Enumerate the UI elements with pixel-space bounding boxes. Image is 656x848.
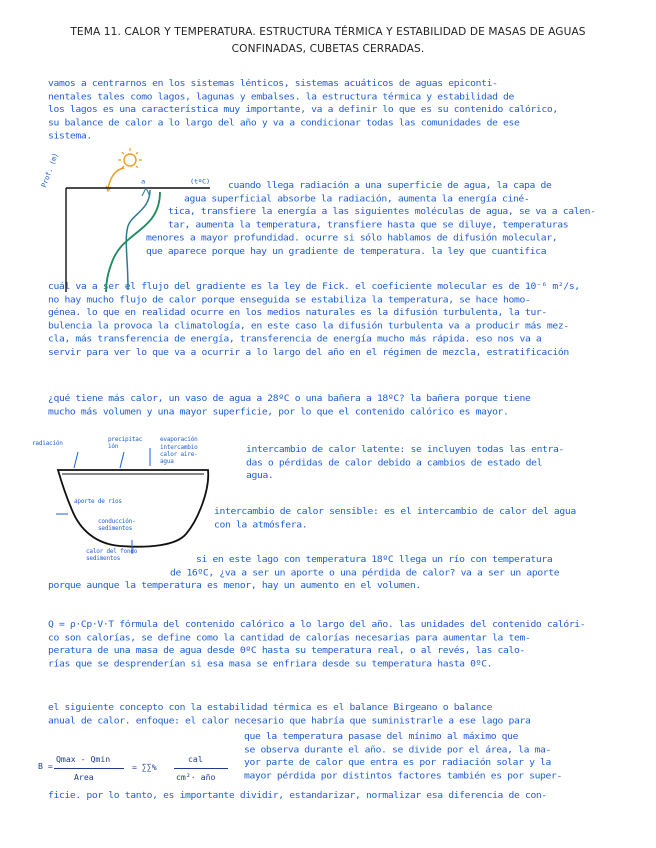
profile-marker-label: a — [141, 178, 146, 186]
radiation-line-6: que aparece porque hay un gradiente de temperatura. la ley que cuantifica — [146, 246, 547, 257]
radiation-full-3: génea. lo que en realidad ocurre en los medios naturales es la difusión turbulenta, la tur- — [48, 308, 547, 319]
radiation-line-4: tar, aumenta la temperatura, transfiere hasta que se diluye, temperaturas — [168, 220, 569, 231]
radiation-line-2: agua superficial absorbe la radiación, aumenta la energía ciné- — [184, 194, 530, 204]
river-line-1: si en este lago con temperatura 18ºC llega un río con temperatura — [196, 554, 553, 565]
birge-right-2: se observa durante el año. se divide por el área, la ma- — [244, 745, 552, 755]
question-line-2: mucho más volumen y una mayor superficie, por lo que el contenido calórico es mayor. — [48, 407, 509, 417]
birge-right-4: mayor pérdida por distintos factores también es por super- — [244, 771, 562, 782]
label-evaporacion: evaporación — [160, 436, 198, 443]
latent-line-2: das o pérdidas de calor debido a cambios de estado del — [246, 458, 543, 468]
radiation-line-1: cuando llega radiación a una superficie de agua, la capa de — [228, 180, 552, 191]
question-line-1: ¿qué tiene más calor, un vaso de agua a 28ºC o una bañera a 18ºC? la bañera porque tiene — [48, 393, 531, 404]
title-line-1: TEMA 11. CALOR Y TEMPERATURA. ESTRUCTURA TÉRMICA Y ESTABILIDAD DE MASAS DE AGUAS — [70, 26, 586, 38]
intro-line-5: sistema. — [48, 131, 92, 142]
page-title — [40, 24, 616, 58]
label-radiacion: radiación — [32, 440, 63, 447]
sun-icon — [118, 148, 142, 168]
paragraph-birge-last — [48, 790, 608, 803]
birge-line-2: anual de calor. enfoque: el calor necesario que habría que suministrarle a ese lago para — [48, 716, 531, 726]
paragraph-birge — [48, 702, 608, 728]
paragraph-birge-right — [244, 731, 614, 784]
paragraph-formula — [48, 619, 608, 672]
paragraph-intro — [48, 78, 608, 144]
temperature-axis-label: (tºC) — [190, 178, 211, 186]
paragraph-latent — [246, 444, 616, 483]
depth-axis-label: Prof. (m) — [40, 152, 60, 189]
sensible-line-2: con la atmósfera. — [214, 520, 308, 530]
radiation-full-1: cuál va a ser el flujo del gradiente es la ley de Fick. el coeficiente molecular es de 10⁻⁶ m²/s, — [48, 281, 580, 292]
sensible-line-1: intercambio de calor sensible: es el intercambio de calor del agua — [214, 506, 576, 517]
radiation-line-3: tica, transfiere la energía a las siguientes moléculas de agua, se va a calen- — [168, 207, 596, 218]
radiation-arrow — [108, 168, 124, 188]
intro-line-4: su balance de calor a lo largo del año y va a condicionar todas las comunidades de ese — [48, 118, 520, 129]
radiation-full-4: bulencia la provoca la climatología, en este caso la difusión turbulenta va a producir más mez- — [48, 321, 569, 332]
formula-line-4: rías que se desprenderían si esa masa se enfriara desde su temperatura hasta 0ºC. — [48, 659, 493, 670]
birge-last-1: ficie. por lo tanto, es importante dividir, estandarizar, normalizar esa diferencia de con- — [48, 790, 547, 801]
label-conduccion: conducción-sedimentos — [98, 518, 136, 532]
paragraph-sensible — [214, 506, 614, 532]
radiation-full-2: no hay mucho flujo de calor porque enseguida se estabiliza la temperatura, se hace homo- — [48, 295, 531, 305]
basin-outline — [58, 470, 208, 547]
birge-line-1: el siguiente concepto con la estabilidad térmica es el balance Birgeano o balance — [48, 702, 493, 713]
formula-line-2: co son calorías, se define como la cantidad de calorías necesarias para aumentar la tem- — [48, 633, 531, 643]
river-line-3: porque aunque la temperatura es menor, hay un aumento en el volumen. — [48, 581, 421, 592]
formula-lhs: B = — [38, 761, 53, 771]
formula-unit-bar — [174, 768, 228, 769]
river-line-2: de 16ºC, ¿va a ser un aporte o una pérdida de calor? va a ser un aporte — [170, 568, 560, 578]
intro-line-3: los lagos es una característica muy importante, va a definir lo que es su contenido calórico, — [48, 105, 558, 116]
radiation-line-5: menores a mayor profundidad. ocurre si sólo hablamos de difusión molecular, — [146, 233, 558, 244]
intro-line-2: nentales tales como lagos, lagunas y embalses. la estructura térmica y estabilidad de — [48, 92, 515, 102]
paragraph-radiation-full — [48, 281, 608, 360]
formula-numerator: Qmax - Qmin — [56, 754, 111, 764]
paragraph-question — [48, 393, 608, 419]
radiation-full-6: servir para ver lo que va a ocurrir a lo largo del año en el régimen de mezcla, estratificación — [48, 347, 569, 358]
formula-unit-denominator: cm²· año — [176, 772, 216, 782]
title-line-2: CONFINADAS, CUBETAS CERRADAS. — [231, 43, 425, 55]
latent-line-1: intercambio de calor latente: se incluyen todas las entra- — [246, 444, 564, 455]
birge-formula — [38, 748, 248, 788]
formula-equals: = ∑∑% — [132, 762, 157, 772]
intro-line-1: vamos a centrarnos en los sistemas lénticos, sistemas acuáticos de aguas epiconti- — [48, 78, 498, 89]
label-precipitacion: precipitación — [108, 436, 143, 450]
birge-right-3: yor parte de calor que entra es por radiación solar y la — [244, 758, 552, 769]
formula-line-3: peratura de una masa de agua desde 0ºC hasta su temperatura real, o al revés, las calo- — [48, 646, 525, 657]
arrow-evaporacion — [120, 452, 124, 468]
formula-unit-numerator: cal — [188, 754, 203, 764]
label-aporte-rios: aporte de ríos — [74, 498, 122, 505]
formula-line-1: Q = ρ·Cp·V·T fórmula del contenido calórico a lo largo del año. las unidades del contenido calóri- — [48, 619, 586, 630]
formula-denominator: Area — [74, 772, 94, 782]
arrow-radiacion — [74, 452, 78, 468]
label-intercambio-aire: intercambio calor aire-agua — [160, 444, 198, 465]
birge-right-1: que la temperatura pasase del mínimo al máximo que — [244, 731, 519, 742]
label-calor-fondo: calor del fondo sedimentos — [86, 548, 138, 562]
radiation-full-5: cla, más transferencia de energía, transferencia de energía mucho más rápida. eso nos va a — [48, 334, 542, 345]
formula-fraction-bar — [54, 768, 124, 769]
latent-line-3: agua. — [246, 471, 274, 482]
